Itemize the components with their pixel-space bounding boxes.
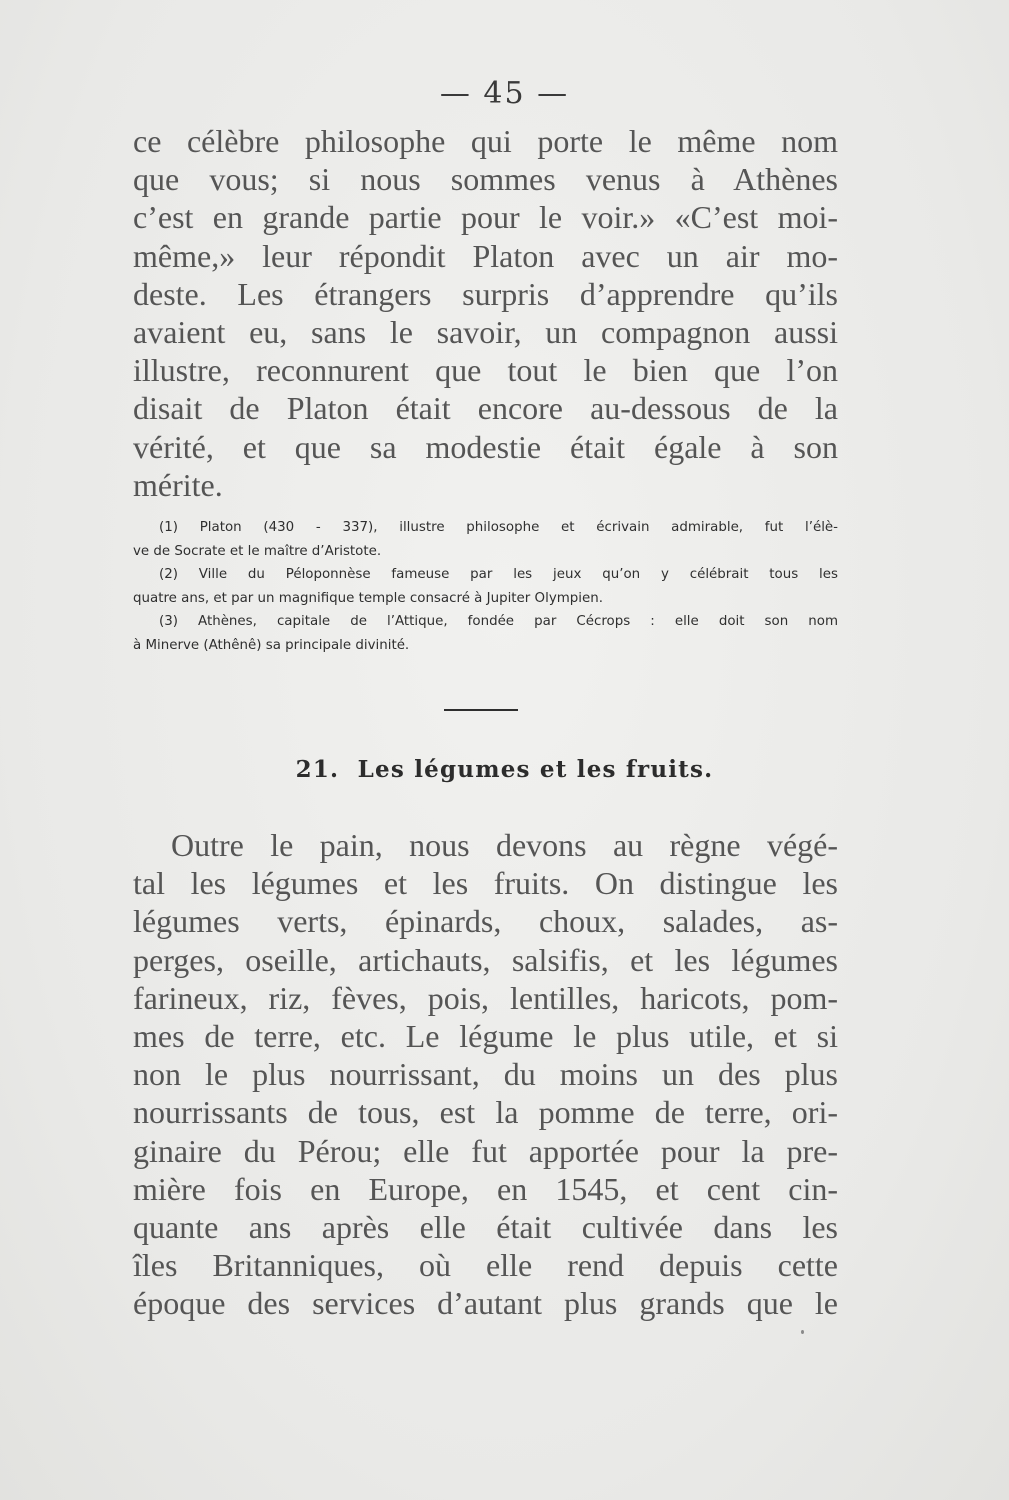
footnote-line: (2) Ville du Péloponnèse fameuse par les jeux qu’on y célébrait tous les	[159, 567, 838, 582]
text-line: îles Britanniques, où elle rend depuis cette	[133, 1247, 838, 1284]
text-line: ginaire du Pérou; elle fut apportée pour la pre-	[133, 1132, 838, 1169]
top-paragraph	[133, 122, 838, 504]
footnote-line: à Minerve (Athênê) sa principale divinité.	[133, 637, 410, 653]
text-line: mière fois en Europe, en 1545, et cent cin-	[133, 1170, 838, 1207]
text-line: que vous; si nous sommes venus à Athènes	[133, 161, 838, 198]
text-line: farineux, riz, fèves, pois, lentilles, haricots, pom-	[133, 979, 838, 1016]
text-line: non le plus nourrissant, du moins un des plus	[133, 1056, 838, 1093]
text-line: mérite.	[133, 466, 223, 503]
text-line: avaient eu, sans le savoir, un compagnon aussi	[133, 314, 838, 351]
paper-speck	[801, 1330, 804, 1334]
text-line: même,» leur répondit Platon avec un air mo-	[133, 237, 838, 274]
section-heading-text: 21. Les légumes et les fruits.	[295, 756, 714, 783]
text-line: ce célèbre philosophe qui porte le même nom	[133, 123, 838, 159]
footnote-1	[133, 516, 838, 563]
main-paragraph	[133, 826, 838, 1323]
footnote-line: quatre ans, et par un magnifique temple consacré à Jupiter Olympien.	[133, 590, 603, 606]
footnotes	[133, 516, 838, 657]
footnote-line: (1) Platon (430 - 337), illustre philosophe et écrivain admirable, fut l’élè-	[159, 520, 838, 535]
section-heading	[0, 756, 1009, 783]
text-line: c’est en grande partie pour le voir.» «C’est moi-	[133, 199, 838, 236]
text-line: mes de terre, etc. Le légume le plus utile, et si	[133, 1018, 838, 1055]
text-line: légumes verts, épinards, choux, salades, as-	[133, 903, 838, 940]
text-line: disait de Platon était encore au-dessous de la	[133, 390, 838, 427]
text-line: illustre, reconnurent que tout le bien que l’on	[133, 352, 838, 389]
footnote-line: (3) Athènes, capitale de l’Attique, fondée par Cécrops : elle doit son nom	[159, 614, 838, 629]
text-line: nourrissants de tous, est la pomme de terre, ori-	[133, 1094, 838, 1131]
footnote-line: ve de Socrate et le maître d’Aristote.	[133, 543, 382, 559]
text-line: perges, oseille, artichauts, salsifis, et les légumes	[133, 941, 838, 978]
text-line: Outre le pain, nous devons au règne végé-	[171, 827, 838, 863]
text-line: quante ans après elle était cultivée dans les	[133, 1209, 838, 1246]
footnote-3	[133, 610, 838, 657]
footnote-2	[133, 563, 838, 610]
section-divider	[444, 709, 518, 711]
text-line: tal les légumes et les fruits. On distingue les	[133, 865, 838, 902]
page-number: — 45 —	[439, 76, 570, 111]
text-line: époque des services d’autant plus grands que le	[133, 1285, 838, 1322]
text-line: vérité, et que sa modestie était égale à son	[133, 428, 838, 465]
text-line: deste. Les étrangers surpris d’apprendre qu’ils	[133, 275, 838, 312]
